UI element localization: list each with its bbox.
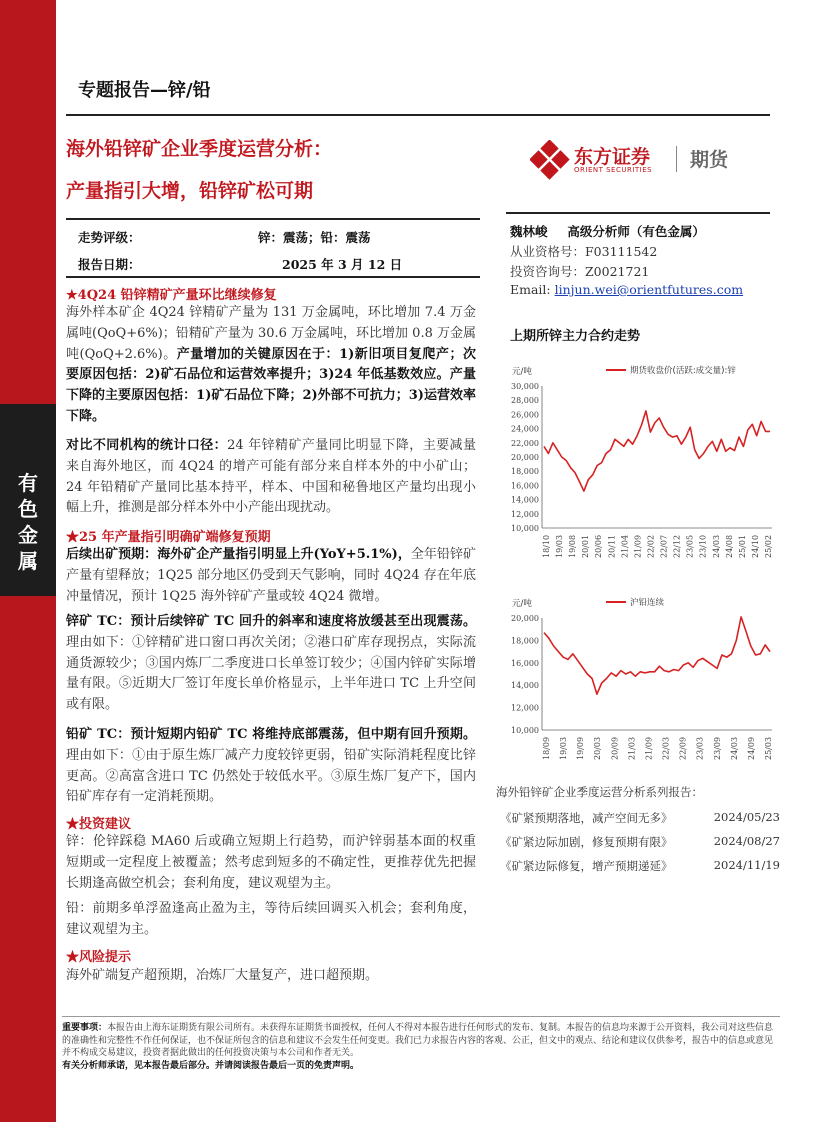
y-tick-label: 20,000 (511, 614, 539, 623)
series-list-item[interactable] (500, 810, 780, 826)
para-production-1-bold: 产量增加的关键原因在于：1)新旧项目复爬产；次要原因包括：2)矿石品位和运营效率提升；3)24 年低基数效应。产量下降的主要原因包括：1)矿石品位下降；2)外部不可抗力；3)运营效率下降。 (66, 346, 476, 424)
x-tick-label: 21/03 (627, 736, 637, 760)
sidebar-char: 属 (18, 549, 38, 573)
y-tick-label: 10,000 (511, 524, 539, 533)
disclaimer-text: 本报告由上海东证期货有限公司所有。未获得东证期货书面授权，任何人不得对本报告进行任何形式的发布、复制。本报告的信息均来源于公开资料，我公司对这些信息的准确性和完整性不作任何保证，也不保证所包含的信息和建议不会发生任何变更。我们已力求报告内容的客观、公正，但文中的观点、结论和建议仅供参考，报告中的信息或意见并不构成交易建议，投资者据此做出的任何投资决策与本公司和作者无关。 (62, 1023, 774, 1058)
meta-rule-top (66, 218, 480, 220)
section-head-advice: ★投资建议 (66, 817, 132, 832)
header-rule (66, 114, 770, 116)
date-value: 2025 年 3 月 12 日 (282, 257, 403, 272)
x-tick-label: 25/02 (764, 534, 773, 558)
y-tick-label: 14,000 (511, 681, 539, 691)
para-guidance-2 (66, 612, 476, 716)
y-unit-label: 元/吨 (512, 367, 532, 377)
analyst-consult-number: 投资咨询号：Z0021721 (510, 264, 650, 279)
y-tick-label: 28,000 (511, 396, 539, 406)
x-tick-label: 22/07 (659, 534, 669, 558)
x-tick-label: 22/02 (646, 534, 656, 558)
para-production-2-text: 24 年锌精矿产量同比明显下降，主要减量来自海外地区，而 4Q24 的增产可能有部分来自样本外的中小矿山；24 年铅精矿产量同比基本持平，样本、中国和秘鲁地区产量均出现小幅上升，推测是部分样本外中小产能出现扰动。 (66, 438, 476, 516)
disclaimer (62, 1022, 780, 1072)
title-line-1: 海外铅锌矿企业季度运营分析： (66, 138, 333, 160)
series-item-title: 《矿紧边际加剧，修复预期有限》 (500, 835, 673, 849)
zinc-price-chart (506, 360, 776, 570)
logo-name: 东方证券 (574, 146, 651, 168)
email-label: Email: (510, 282, 551, 297)
section-head-risk: ★风险提示 (66, 950, 132, 965)
disclaimer-label: 重要事项： (62, 1023, 108, 1033)
analyst-rule (506, 212, 770, 214)
y-tick-label: 20,000 (511, 453, 539, 462)
y-tick-label: 12,000 (511, 703, 539, 713)
x-tick-label: 19/09 (576, 736, 586, 760)
sidebar-char: 金 (18, 523, 38, 547)
analyst-name-line (510, 222, 705, 240)
meta-rule-bottom (66, 276, 480, 278)
x-tick-label: 24/08 (724, 534, 734, 558)
analyst-email-line (510, 282, 743, 297)
series-item-date: 2024/11/19 (713, 858, 780, 872)
report-type: 专题报告—锌/铅 (78, 80, 211, 101)
lead-price-chart (506, 592, 776, 772)
x-tick-label: 23/03 (695, 736, 705, 760)
y-tick-label: 26,000 (511, 410, 539, 420)
para-production-2-bold: 对比不同机构的统计口径： (66, 438, 228, 453)
x-tick-label: 21/04 (620, 534, 630, 558)
disclaimer-rule (62, 1016, 780, 1017)
x-tick-label: 23/10 (698, 534, 708, 558)
series-list-item[interactable] (500, 834, 780, 850)
x-tick-label: 24/09 (746, 736, 756, 760)
logo-futures: 期货 (690, 149, 729, 171)
y-tick-label: 14,000 (511, 495, 539, 505)
sidebar-label (0, 470, 56, 574)
y-tick-label: 24,000 (511, 424, 539, 434)
para-production-1-text: 海外样本矿企 4Q24 锌精矿产量为 131 万金属吨，环比增加 7.4 万金属吨(QoQ+6%)；铅精矿产量为 30.6 万金属吨，环比增加 0.8 万金属吨(QoQ+2.6%)。 (66, 305, 476, 362)
x-tick-label: 20/11 (607, 534, 617, 558)
y-tick-label: 10,000 (511, 726, 539, 735)
x-tick-label: 24/03 (729, 736, 739, 760)
x-tick-label: 20/09 (610, 736, 620, 760)
company-logo (530, 140, 770, 180)
x-tick-label: 18/09 (542, 736, 551, 760)
para-advice-zinc: 锌：伦锌踩稳 MA60 后或确立短期上行趋势，而沪锌弱基本面的权重短期或一定程度上被覆盖；然考虑到短多的不确定性，更推荐优先把握长期逢高做空机会；套利角度，建议观望为主。 (66, 834, 476, 891)
sidebar-char: 色 (18, 497, 38, 521)
title-line-2: 产量指引大增，铅锌矿松可期 (66, 180, 314, 202)
x-tick-label: 23/09 (712, 736, 722, 760)
y-tick-label: 22,000 (511, 438, 539, 448)
legend-label: 沪铅连续 (630, 598, 665, 608)
trend-value: 锌：震荡；铅：震荡 (258, 230, 371, 245)
para-guidance-1-bold: 后续出矿预期：海外矿企产量指引明显上升(YoY+5.1%)， (66, 547, 411, 562)
x-tick-label: 22/09 (678, 736, 688, 760)
logo-mark-icon (530, 140, 570, 180)
para-guidance-2-bold: 锌矿 TC：预计后续锌矿 TC 回升的斜率和速度将放缓甚至出现震荡。 (66, 614, 476, 629)
x-tick-label: 20/03 (593, 736, 603, 760)
analyst-title: 高级分析师（有色金属） (567, 224, 705, 239)
x-tick-label: 24/10 (750, 534, 760, 558)
sidebar-char: 有 (18, 471, 38, 495)
x-tick-label: 22/12 (672, 534, 682, 558)
y-tick-label: 16,000 (511, 481, 539, 491)
para-advice-lead: 铅：前期多单浮盈逢高止盈为主，等待后续回调买入机会；套利角度，建议观望为主。 (66, 901, 476, 937)
x-tick-label: 23/05 (685, 534, 695, 558)
x-tick-label: 20/01 (581, 534, 591, 558)
x-tick-label: 21/09 (633, 534, 643, 558)
section-head-production: ★4Q24 铅锌精矿产量环比继续修复 (66, 288, 277, 303)
disclaimer-footer: 有关分析师承诺，见本报告最后部分。并请阅读报告最后一页的免责声明。 (62, 1060, 360, 1071)
trend-label: 走势评级： (78, 230, 141, 245)
x-tick-label: 22/03 (661, 736, 671, 760)
logo-separator (676, 146, 677, 172)
x-tick-label: 24/03 (711, 534, 721, 558)
x-tick-label: 18/10 (542, 534, 551, 558)
x-tick-label: 19/08 (568, 534, 578, 558)
series-list-head: 海外铅锌矿企业季度运营分析系列报告： (496, 785, 703, 799)
series-item-title: 《矿紧边际修复，增产预期递延》 (500, 859, 673, 873)
x-tick-label: 21/09 (644, 736, 654, 760)
x-tick-label: 19/03 (555, 534, 565, 558)
x-tick-label: 20/06 (594, 534, 604, 558)
y-tick-label: 18,000 (511, 467, 539, 477)
series-item-date: 2024/05/23 (713, 810, 780, 824)
x-tick-label: 25/03 (764, 736, 773, 760)
y-unit-label: 元/吨 (512, 599, 532, 609)
section-head-guidance: ★25 年产量指引明确矿端修复预期 (66, 530, 271, 545)
para-guidance-3-text: 理由如下：①由于原生炼厂减产力度较锌更弱，铅矿实际消耗程度比锌更高。②高富含进口 TC 仍然处于较低水平。③原生炼厂复产下，国内铅矿库存有一定消耗预期。 (66, 747, 476, 805)
para-guidance-3 (66, 725, 476, 808)
series-line (544, 411, 770, 491)
x-tick-label: 19/03 (559, 736, 569, 760)
legend-label: 期货收盘价(活跃:成交量):锌 (630, 366, 736, 376)
para-guidance-1-text: 全年铅锌矿产量有望释放；1Q25 部分地区仍受到天气影响，同时 4Q24 存在年底冲量情况，预计 1Q25 海外锌矿产量或较 4Q24 微增。 (66, 547, 476, 604)
para-production-2 (66, 436, 476, 519)
para-production-1 (66, 303, 476, 428)
chart-section-title: 上期所锌主力合约走势 (510, 329, 641, 344)
logo-sub: ORIENT SECURITIES (574, 166, 653, 174)
series-line (544, 617, 770, 694)
y-tick-label: 30,000 (511, 382, 539, 391)
x-tick-label: 25/01 (737, 534, 747, 558)
series-item-title: 《矿紧预期落地，减产空间无多》 (500, 811, 673, 825)
analyst-name: 魏林峻 (510, 224, 548, 239)
y-tick-label: 18,000 (511, 636, 539, 646)
para-guidance-3-bold: 铅矿 TC：预计短期内铅矿 TC 将维持底部震荡，但中期有回升预期。 (66, 727, 476, 742)
y-tick-label: 16,000 (511, 658, 539, 668)
date-label: 报告日期： (78, 257, 141, 272)
para-guidance-1 (66, 545, 476, 607)
series-list-item[interactable] (500, 858, 780, 874)
email-link[interactable]: linjun.wei@orientfutures.com (554, 282, 744, 297)
y-tick-label: 12,000 (511, 509, 539, 519)
series-item-date: 2024/08/27 (713, 834, 780, 848)
para-risk: 海外矿端复产超预期，冶炼厂大量复产，进口超预期。 (66, 968, 379, 983)
analyst-qualification: 从业资格号：F03111542 (510, 244, 658, 259)
para-guidance-2-text: 理由如下：①锌精矿进口窗口再次关闭；②港口矿库存现拐点，实际流通货源较少；③国内炼厂二季度进口长单签订较少；④国内锌矿实际增量有限。⑤近期大厂签订年度长单价格显示，上半年进口 TC 上升空间或有限。 (66, 634, 476, 713)
